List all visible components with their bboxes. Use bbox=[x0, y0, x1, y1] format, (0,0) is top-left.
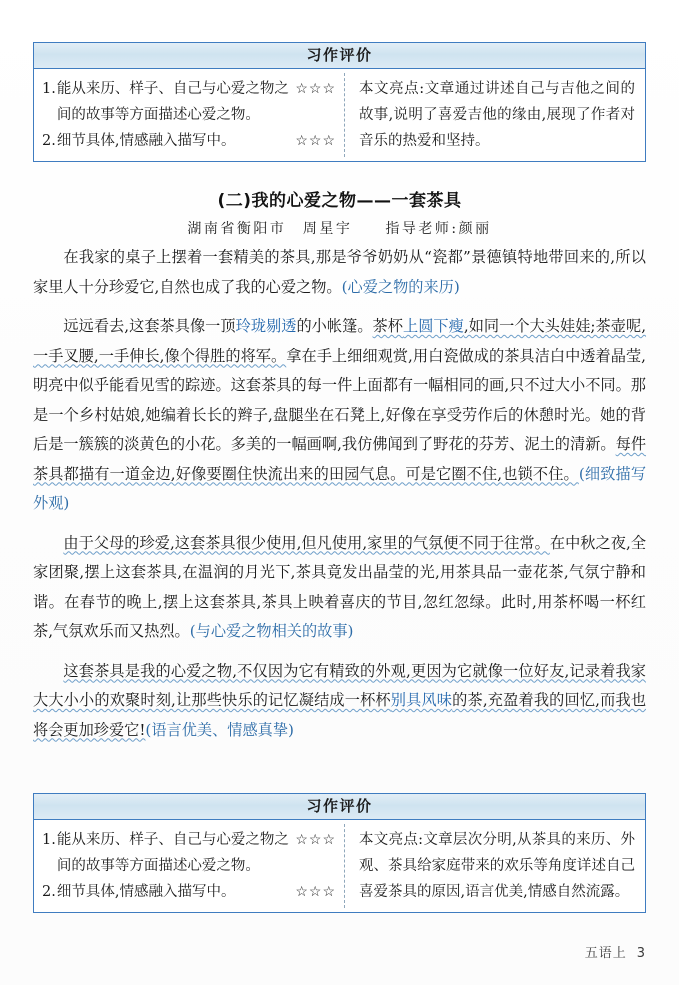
criterion-text: 细节具体,情感融入描写中。 bbox=[56, 884, 236, 900]
footer-page-number: 3 bbox=[636, 946, 646, 961]
evaluation-box-top bbox=[33, 42, 646, 162]
evaluation-header-bottom: 习作评价 bbox=[34, 794, 645, 820]
criterion-text: 能从来历、样子、自己与心爱之物之间的故事等方面描述心爱之物。 bbox=[56, 832, 289, 874]
paragraph-2-text-a: 远远看去,这套茶具像一顶 bbox=[63, 317, 236, 335]
criterion-stars[interactable]: ☆☆☆ bbox=[295, 884, 336, 900]
evaluation-comment-top bbox=[345, 73, 645, 157]
paragraph-3-text: 在中秋之夜,全家团聚,摆上这套茶具,在温润的月光下,茶具竟发出晶莹的光,用茶具品一壶花茶,气氛宁静和谐。在春节的晚上,摆上这套茶具,茶具上映着喜庆的节目,忽红忽绿。此时,用茶杯喝一杯红茶,气氛欢乐而又热烈。 bbox=[33, 533, 647, 640]
wavy-segment-conclusion bbox=[33, 662, 646, 739]
wavy-segment-rarely-used: 由于父母的珍爱,这套茶具很少使用,但凡使用,家里的气氛便不同于往常。 bbox=[63, 533, 550, 552]
paragraph-4-text-a: 这套茶具是我的心爱之物,不仅因为它有精致的外观,更因为它就像一位好友,记录着我家大大小小的欢聚时刻,让那些快乐的记忆凝结成一杯杯 bbox=[33, 661, 646, 709]
criterion-row bbox=[42, 76, 336, 128]
composition-byline: 湖南省衡阳市 周星宇 指导老师:颜丽 bbox=[187, 221, 492, 237]
keyword-shangyuan: 上圆下瘦 bbox=[402, 317, 464, 335]
criterion-text: 细节具体,情感融入描写中。 bbox=[56, 133, 236, 149]
keyword-biejufengwei: 别具风味 bbox=[390, 691, 453, 709]
wavy-text-a: 茶杯 bbox=[372, 317, 403, 335]
paragraph-4-text-b: 的茶,充盈着我的回忆,而我也将会更加珍爱它! bbox=[33, 691, 647, 739]
criteria-list-bottom bbox=[34, 824, 345, 908]
page-footer bbox=[585, 942, 646, 961]
annotation-origin: (心爱之物的来历) bbox=[341, 277, 460, 296]
comment-text: 本文亮点:文章通过讲述自己与吉他之间的故事,说明了喜爱吉他的缘由,展现了作者对音乐的热爱和坚持。 bbox=[359, 81, 635, 149]
paragraph-1-text: 在我家的桌子上摆着一套精美的茶具,那是爷爷奶奶从“瓷都”景德镇特地带回来的,所以家里人十分珍爱它,自然也成了我的心爱之物。 bbox=[33, 248, 646, 296]
composition-title: (二)我的心爱之物——一套茶具 bbox=[217, 191, 462, 211]
evaluation-comment-bottom bbox=[345, 824, 645, 908]
criterion-text: 能从来历、样子、自己与心爱之物之间的故事等方面描述心爱之物。 bbox=[56, 81, 289, 123]
criterion-stars[interactable]: ☆☆☆ bbox=[295, 832, 336, 848]
criterion-number: 2. bbox=[42, 133, 56, 149]
criterion-number: 1. bbox=[42, 832, 56, 848]
annotation-language: (语言优美、情感真挚) bbox=[145, 720, 294, 739]
wavy-text-b: ,如同一个大头娃娃;茶壶呢,一手叉腰,一手伸长,像个得胜的将军。 bbox=[33, 317, 647, 365]
footer-book-label: 五语上 bbox=[584, 946, 627, 961]
evaluation-header-top: 习作评价 bbox=[34, 43, 645, 69]
annotation-appearance: (细致描写外观) bbox=[33, 464, 647, 512]
criterion-row bbox=[42, 128, 336, 154]
criterion-row bbox=[42, 879, 336, 905]
evaluation-body-bottom bbox=[34, 820, 645, 912]
paragraph-2 bbox=[33, 312, 646, 519]
paragraph-4 bbox=[33, 657, 646, 746]
paragraph-2-text-b: 的小帐篷。 bbox=[296, 317, 373, 335]
annotation-story: (与心爱之物相关的故事) bbox=[189, 622, 354, 640]
criterion-number: 1. bbox=[42, 81, 56, 97]
criteria-list-top bbox=[34, 73, 345, 157]
criterion-stars[interactable]: ☆☆☆ bbox=[295, 133, 336, 149]
criterion-stars[interactable]: ☆☆☆ bbox=[295, 81, 336, 97]
paragraph-1 bbox=[33, 243, 646, 302]
evaluation-box-bottom bbox=[33, 793, 646, 913]
criterion-number: 2. bbox=[42, 884, 56, 900]
comment-text: 本文亮点:文章层次分明,从茶具的来历、外观、茶具给家庭带来的欢乐等角度详述自己喜爱茶具的原因,语言优美,情感自然流露。 bbox=[359, 832, 635, 900]
paragraph-2-text-c: 拿在手上细细观赏,用白瓷做成的茶具洁白中透着晶莹,明亮中似乎能看见雪的踪迹。这套茶具的每一件上面都有一幅相同的画,只不过大小不同。那是一个乡村姑娘,她编着长长的辫子,盘腿坐在石凳上,好像在享受劳作后的休憩时光。她的背后是一簇簇的淡黄色的小花。多美的一幅画啊,我仿佛闻到了野花的芬芳、泥土的清新。 bbox=[33, 346, 647, 453]
evaluation-body-top bbox=[34, 69, 645, 161]
composition-body bbox=[33, 243, 646, 745]
criterion-row bbox=[42, 827, 336, 879]
wavy-segment-goldrim: 每件茶具都描有一道金边,好像要圈住快流出来的田园气息。可是它圈不住,也锁不住。 bbox=[33, 435, 647, 483]
paragraph-3 bbox=[33, 529, 646, 647]
keyword-linglong: 玲珑剔透 bbox=[235, 317, 297, 335]
